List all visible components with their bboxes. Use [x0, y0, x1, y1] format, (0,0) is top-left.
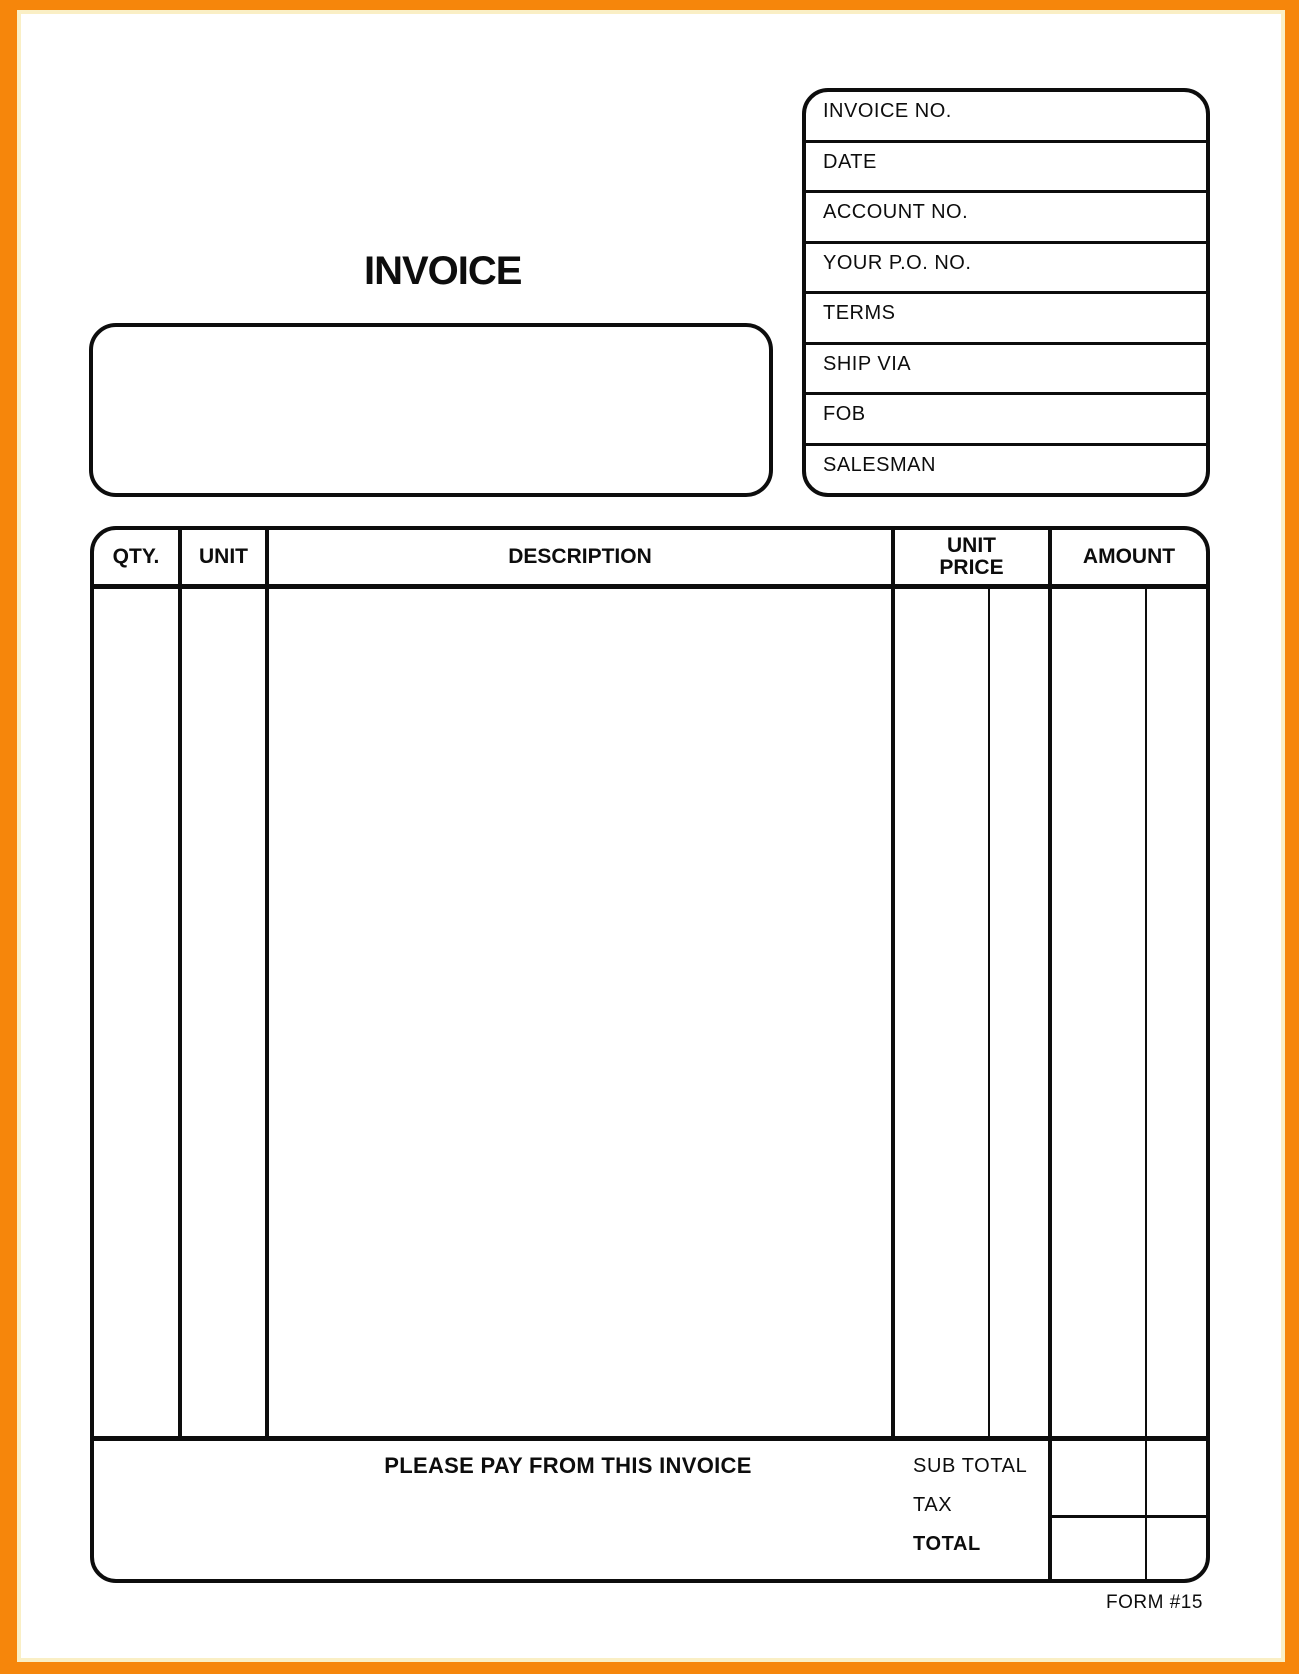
unit-price-header-text: UNIT PRICE — [939, 534, 1004, 579]
form-number: FORM #15 — [1106, 1592, 1203, 1613]
please-pay-notice: PLEASE PAY FROM THIS INVOICE — [384, 1453, 752, 1478]
column-header-qty: QTY. — [94, 530, 182, 584]
salesman-label: SALESMAN — [823, 453, 936, 476]
date-field[interactable] — [877, 143, 1206, 191]
line-items-table — [90, 526, 1210, 1583]
totals-section — [94, 1436, 1206, 1579]
subtotal-tax-amount-cell[interactable] — [1052, 1441, 1206, 1518]
info-row-your-po-no — [806, 244, 1206, 295]
tax-label: TAX — [913, 1494, 953, 1516]
amount-cents-divider — [1052, 589, 1147, 1436]
bill-to-box[interactable] — [89, 323, 773, 497]
date-label: DATE — [823, 150, 877, 173]
invoice-no-field[interactable] — [952, 92, 1206, 140]
terms-field[interactable] — [896, 294, 1207, 342]
totals-cents-divider — [1145, 1441, 1147, 1579]
column-header-description: DESCRIPTION — [269, 530, 895, 584]
column-header-unit-price — [895, 530, 1052, 584]
column-header-unit: UNIT — [182, 530, 269, 584]
info-row-ship-via — [806, 345, 1206, 396]
account-no-label: ACCOUNT NO. — [823, 201, 969, 223]
description-column-cells[interactable] — [269, 589, 895, 1436]
info-row-account-no — [806, 193, 1206, 244]
totals-amount-column — [1052, 1441, 1206, 1579]
ship-via-field[interactable] — [911, 345, 1206, 393]
salesman-field[interactable] — [936, 446, 1206, 494]
info-row-fob — [806, 395, 1206, 446]
total-label: TOTAL — [913, 1533, 981, 1555]
ship-via-label: SHIP VIA — [823, 352, 912, 375]
fob-field[interactable] — [866, 395, 1206, 443]
total-amount-cell[interactable] — [1052, 1518, 1206, 1579]
page-title: INVOICE — [364, 249, 522, 293]
qty-column-cells[interactable] — [94, 589, 182, 1436]
amount-column-cells[interactable] — [1052, 589, 1206, 1436]
totals-labels-area — [94, 1441, 1052, 1579]
invoice-info-table — [802, 88, 1210, 497]
your-po-no-field[interactable] — [971, 244, 1206, 292]
info-row-invoice-no — [806, 92, 1206, 143]
your-po-no-label: YOUR P.O. NO. — [823, 251, 972, 274]
column-header-amount: AMOUNT — [1082, 545, 1176, 568]
subtotal-label: SUB TOTAL — [913, 1455, 1028, 1477]
info-row-date — [806, 143, 1206, 194]
account-no-field[interactable] — [968, 193, 1206, 241]
info-row-terms — [806, 294, 1206, 345]
unit-column-cells[interactable] — [182, 589, 269, 1436]
line-items-header — [94, 530, 1206, 589]
info-row-salesman — [806, 446, 1206, 494]
invoice-no-label: INVOICE NO. — [823, 100, 952, 122]
line-items-body — [94, 589, 1206, 1436]
fob-label: FOB — [823, 403, 866, 425]
unit-price-column-cells[interactable] — [895, 589, 1052, 1436]
unit-price-cents-divider — [895, 589, 990, 1436]
terms-label: TERMS — [823, 302, 896, 324]
